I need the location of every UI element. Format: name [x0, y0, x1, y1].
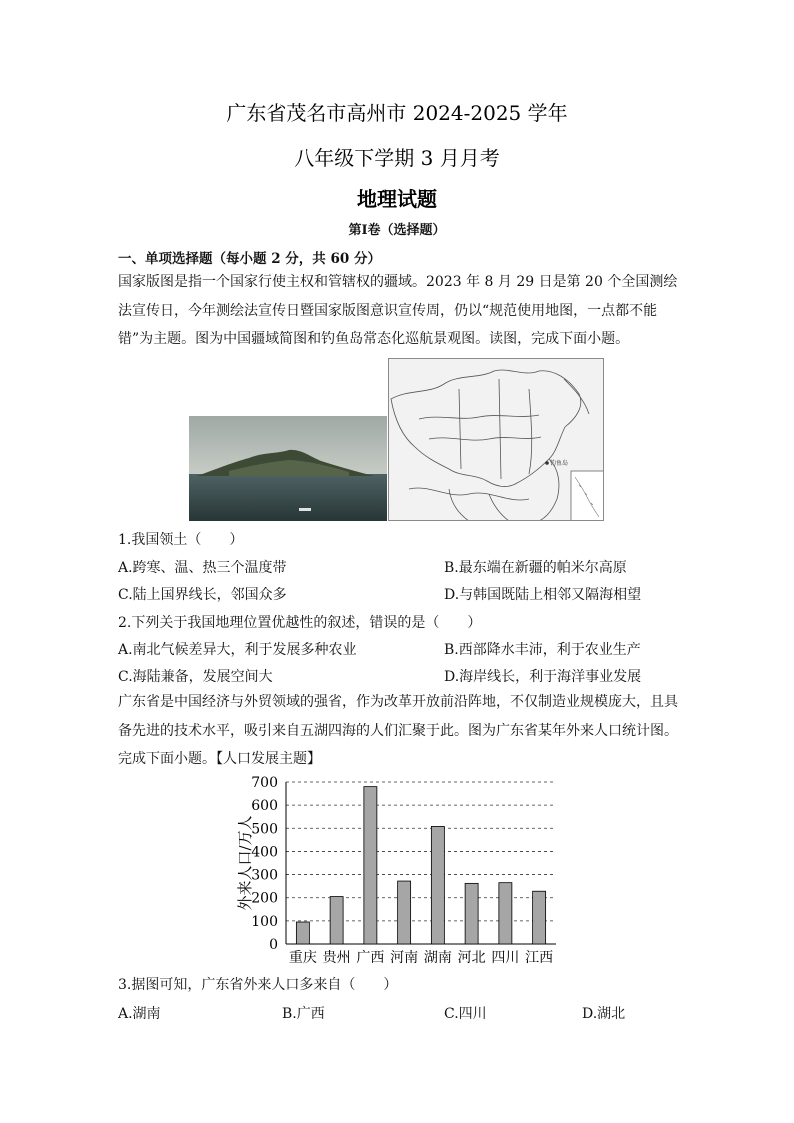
q1-option-b[interactable]: B.最东端在新疆的帕米尔高原 [444, 560, 627, 576]
bar-广西 [364, 787, 377, 944]
q2-option-c[interactable]: C.海陆兼备，发展空间大 [118, 669, 273, 685]
intro-paragraph: 国家版图是指一个国家行使主权和管辖权的疆域。2023 年 8 月 29 日是第 20 个全国测绘法宣传日，今年测绘法宣传日暨国家版图意识宣传周，仍以“规范使用地图，一点都不能错”为主题。图为中国疆域简图和钓鱼岛常态化巡航景观图。读图，完成下面小题。 [118, 274, 678, 347]
y-tick-label: 300 [251, 867, 278, 884]
q1-option-a[interactable]: A.跨寒、温、热三个温度带 [118, 560, 287, 576]
question-2-stem: 2.下列关于我国地理位置优越性的叙述，错误的是（ ） [118, 615, 482, 631]
bar-河北 [465, 883, 478, 944]
bar-贵州 [330, 897, 343, 944]
x-tick-label: 河北 [457, 950, 486, 966]
x-tick-label: 广西 [356, 950, 385, 966]
title-line-1: 广东省茂名市高州市 2024-2025 学年 [226, 101, 568, 125]
title-line-3: 地理试题 [357, 187, 437, 211]
section-heading: 一、单项选择题（每小题 2 分，共 60 分） [118, 251, 381, 267]
map-label-diaoyu: 钓鱼岛 [550, 460, 569, 467]
question-1-stem: 1.我国领土（ ） [118, 532, 244, 548]
q3-option-a[interactable]: A.湖南 [118, 1006, 161, 1022]
x-tick-label: 重庆 [288, 950, 317, 966]
y-tick-label: 0 [269, 937, 278, 953]
bar-江西 [533, 891, 546, 944]
x-tick-label: 湖南 [423, 950, 452, 966]
intro-paragraph-2: 广东省是中国经济与外贸领域的强省，作为改革开放前沿阵地，不仅制造业规模庞大，且具备先进的技术水平，吸引来自五湖四海的人们汇聚于此。图为广东省某年外来人口统计图。完成下面小题。【人口发展主题】 [118, 694, 678, 767]
q1-option-c[interactable]: C.陆上国界线长，邻国众多 [118, 587, 287, 603]
q2-option-a[interactable]: A.南北气候差异大，利于发展多种农业 [118, 642, 357, 658]
y-tick-label: 200 [251, 890, 278, 907]
diaoyu-island-photo [189, 416, 387, 521]
bar-湖南 [431, 826, 444, 944]
y-tick-label: 500 [251, 821, 278, 838]
china-territory-map [388, 358, 604, 521]
bar-河南 [398, 881, 411, 944]
x-tick-label: 贵州 [322, 950, 351, 966]
y-tick-label: 600 [251, 798, 278, 815]
y-axis-title: 外来人口/万人 [236, 815, 254, 911]
y-tick-label: 700 [251, 775, 278, 791]
q3-option-c[interactable]: C.四川 [444, 1006, 487, 1022]
q2-option-d[interactable]: D.海岸线长，利于海洋事业发展 [444, 669, 642, 685]
bar-重庆 [296, 922, 309, 944]
bar-四川 [499, 883, 512, 944]
x-tick-label: 江西 [525, 950, 554, 966]
q3-option-d[interactable]: D.湖北 [582, 1006, 626, 1022]
x-tick-label: 四川 [491, 950, 520, 966]
question-3-stem: 3.据图可知，广东省外来人口多来自（ ） [118, 977, 398, 993]
q3-option-b[interactable]: B.广西 [282, 1006, 325, 1022]
y-tick-label: 100 [251, 913, 278, 930]
title-line-2: 八年级下学期 3 月月考 [294, 146, 500, 170]
y-tick-label: 400 [251, 844, 278, 861]
q2-option-b[interactable]: B.西部降水丰沛，利于农业生产 [444, 642, 641, 658]
q1-option-d[interactable]: D.与韩国既陆上相邻又隔海相望 [444, 587, 642, 603]
part-label: 第Ⅰ卷（选择题） [348, 223, 446, 238]
x-tick-label: 河南 [390, 950, 419, 966]
migrant-population-chart [228, 770, 564, 970]
